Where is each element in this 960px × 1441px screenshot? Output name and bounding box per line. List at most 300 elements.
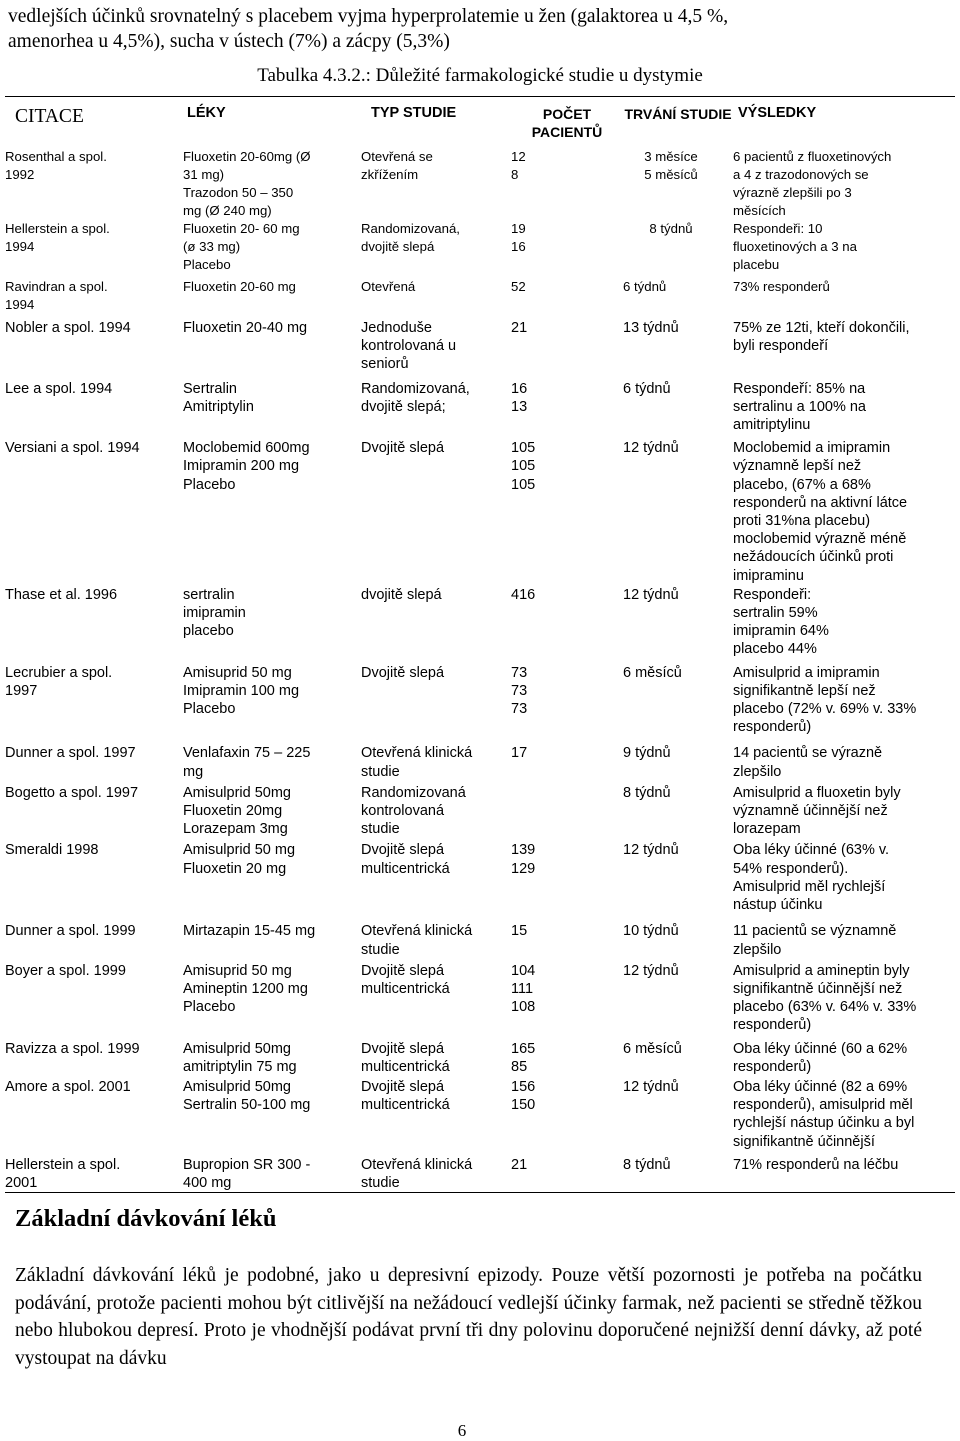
cell-results-line: nástup účinku xyxy=(733,897,823,914)
cell-results-line: zlepšilo xyxy=(733,941,782,958)
cell-results-line: měsících xyxy=(733,203,786,218)
cell-citation xyxy=(5,142,183,220)
cell-patients-line: 12 xyxy=(511,149,526,164)
table-row xyxy=(5,659,955,737)
table-row xyxy=(5,314,955,374)
cell-study-type-line: Otevřená klinická xyxy=(361,745,473,762)
cell-results-line: responderů na aktivní látce xyxy=(733,494,908,511)
cell-study-type-line: studie xyxy=(361,763,400,780)
cell-citation-line: 1994 xyxy=(5,297,35,312)
cell-drugs xyxy=(183,914,361,958)
cell-citation-line: Hellerstein a spol. xyxy=(5,1156,121,1173)
cell-citation-line: 1992 xyxy=(5,167,35,182)
cell-patients-line: 129 xyxy=(511,860,536,877)
cell-study-type xyxy=(361,274,511,314)
cell-results-line: sertralin 59% xyxy=(733,605,818,622)
cell-results xyxy=(733,1151,955,1193)
cell-patients xyxy=(511,585,623,659)
cell-study-type xyxy=(361,1076,511,1151)
cell-drugs xyxy=(183,220,361,274)
cell-study-type xyxy=(361,314,511,374)
cell-duration xyxy=(623,736,733,780)
cell-results-line: responderů), amisulprid měl xyxy=(733,1097,913,1114)
cell-drugs xyxy=(183,374,361,435)
cell-citation xyxy=(5,838,183,914)
table-row xyxy=(5,959,955,1035)
cell-results-line: Oba léky účinné (60 a 62% xyxy=(733,1040,908,1057)
cell-drugs-line: sertralin xyxy=(183,586,235,603)
cell-patients-line: 21 xyxy=(511,320,528,336)
cell-citation-line: 1994 xyxy=(5,239,35,254)
table-row xyxy=(5,585,955,659)
cell-patients-line: 73 xyxy=(511,664,528,681)
cell-results-line: fluoxetinových a 3 na xyxy=(733,239,857,254)
cell-patients xyxy=(511,220,623,274)
cell-citation xyxy=(5,736,183,780)
table-body xyxy=(5,142,955,1193)
cell-results-line: placebo, (67% a 68% xyxy=(733,476,871,493)
page-number: 6 xyxy=(457,1421,467,1440)
cell-drugs-line: Placebo xyxy=(183,257,231,272)
cell-citation xyxy=(5,274,183,314)
cell-drugs xyxy=(183,959,361,1035)
cell-drugs-line: Placebo xyxy=(183,999,236,1016)
table-row xyxy=(5,220,955,274)
cell-results xyxy=(733,736,955,780)
cell-results-line: lorazepam xyxy=(733,821,801,838)
cell-duration xyxy=(623,434,733,585)
cell-duration-line: 6 měsíců xyxy=(623,1040,682,1057)
cell-duration xyxy=(623,659,733,737)
cell-patients-line: 73 xyxy=(511,682,528,699)
cell-patients xyxy=(511,914,623,958)
cell-results-line: placebo (63% v. 64% v. 33% xyxy=(733,999,917,1016)
cell-results xyxy=(733,220,955,274)
cell-results-line: rychlejší nástup účinku a byl xyxy=(733,1115,915,1132)
cell-duration-line: 12 týdnů xyxy=(623,1078,679,1095)
cell-citation xyxy=(5,1151,183,1193)
cell-drugs-line: Amisulprid 50 mg xyxy=(183,842,296,859)
cell-drugs xyxy=(183,585,361,659)
header-study-type: TYP STUDIE xyxy=(371,105,457,121)
cell-results-line: imipramin 64% xyxy=(733,623,829,640)
cell-patients xyxy=(511,434,623,585)
table-row xyxy=(5,838,955,914)
cell-results-line: a 4 z trazodonových se xyxy=(733,167,869,182)
cell-drugs-line: Fluoxetin 20- 60 mg xyxy=(183,221,300,236)
cell-patients-line: 13 xyxy=(511,398,528,415)
cell-drugs-line: Sertralin 50-100 mg xyxy=(183,1097,311,1114)
cell-citation xyxy=(5,1076,183,1151)
cell-duration xyxy=(623,1076,733,1151)
cell-patients-line: 104 xyxy=(511,962,536,979)
intro-line: vedlejších účinků srovnatelný s placebem vyjma hyperprolatemie u žen (galaktorea u 4,5 %, xyxy=(8,6,729,27)
cell-drugs-line: Fluoxetin 20-60 mg xyxy=(183,279,296,294)
cell-study-type-line: Randomizovaná, xyxy=(361,221,460,236)
cell-study-type-line: Dvojitě slepá xyxy=(361,440,445,457)
cell-study-type xyxy=(361,1151,511,1193)
cell-results-line: Amisulprid a fluoxetin byly xyxy=(733,784,901,801)
table-row xyxy=(5,781,955,839)
cell-duration-line: 8 týdnů xyxy=(623,784,671,801)
cell-drugs-line: Amisulprid 50mg xyxy=(183,1040,291,1057)
cell-patients xyxy=(511,274,623,314)
cell-results-line: responderů) xyxy=(733,719,812,736)
cell-patients xyxy=(511,959,623,1035)
cell-study-type-line: seniorů xyxy=(361,356,409,373)
cell-drugs-line: mg (Ø 240 mg) xyxy=(183,203,272,218)
cell-study-type-line: dvojitě slepá; xyxy=(361,398,446,415)
cell-results-line: 54% responderů). xyxy=(733,860,849,877)
cell-results-line: signifikantně účinnější xyxy=(733,1133,875,1150)
cell-results-line: signifikantně účinnější než xyxy=(733,980,903,997)
cell-drugs-line: imipramin xyxy=(183,605,246,622)
studies-table xyxy=(5,96,955,1193)
cell-drugs-line: 400 mg xyxy=(183,1174,232,1191)
cell-citation-line: Smeraldi 1998 xyxy=(5,842,99,859)
table-row xyxy=(5,142,955,220)
cell-study-type-line: kontrolovaná u xyxy=(361,338,457,355)
cell-drugs-line: 31 mg) xyxy=(183,167,225,182)
cell-drugs-line: Moclobemid 600mg xyxy=(183,440,310,457)
table-caption: Tabulka 4.3.2.: Důležité farmakologické studie u dystymie xyxy=(257,65,703,86)
cell-patients-line: 85 xyxy=(511,1058,528,1075)
cell-study-type-line: dvojitě slepá xyxy=(361,239,435,254)
header-drugs: LÉKY xyxy=(187,105,226,121)
cell-drugs-line: Sertralin xyxy=(183,380,237,397)
cell-drugs-line: mg xyxy=(183,763,204,780)
cell-results-line: 73% responderů xyxy=(733,279,830,294)
cell-drugs-line: Imipramin 200 mg xyxy=(183,458,300,475)
cell-results-line: nežádoucích účinků proti xyxy=(733,549,894,566)
cell-drugs xyxy=(183,314,361,374)
cell-citation-line: Ravizza a spol. 1999 xyxy=(5,1040,140,1057)
cell-citation xyxy=(5,959,183,1035)
cell-drugs-line: Imipramin 100 mg xyxy=(183,682,300,699)
cell-patients xyxy=(511,659,623,737)
cell-citation xyxy=(5,659,183,737)
cell-drugs-line: Amisuprid 50 mg xyxy=(183,664,292,681)
cell-study-type-line: multicentrická xyxy=(361,860,450,877)
cell-citation-line: Dunner a spol. 1997 xyxy=(5,745,136,762)
header-duration-line: STUDIE xyxy=(680,106,732,122)
cell-results-line: významně lepší než xyxy=(733,458,862,475)
cell-duration xyxy=(623,274,733,314)
cell-results-line: signifikantně lepší než xyxy=(733,682,876,699)
cell-duration-line: 5 měsíců xyxy=(644,167,698,182)
cell-results-line: Oba léky účinné (82 a 69% xyxy=(733,1078,908,1095)
cell-results xyxy=(733,781,955,839)
cell-drugs-line: Amitriptylin xyxy=(183,398,254,415)
cell-drugs xyxy=(183,274,361,314)
cell-patients-line: 16 xyxy=(511,239,526,254)
cell-patients-line: 19 xyxy=(511,221,526,236)
cell-study-type xyxy=(361,659,511,737)
cell-patients-line: 108 xyxy=(511,999,536,1016)
cell-patients xyxy=(511,1035,623,1076)
cell-drugs xyxy=(183,1076,361,1151)
table-row xyxy=(5,1151,955,1193)
table-row xyxy=(5,374,955,435)
cell-duration xyxy=(623,959,733,1035)
cell-results xyxy=(733,1076,955,1151)
table-row xyxy=(5,274,955,314)
header-duration-line: TRVÁNÍ xyxy=(624,106,677,122)
cell-study-type-line: Jednoduše xyxy=(361,320,432,336)
cell-study-type-line: studie xyxy=(361,821,400,838)
cell-study-type-line: zkřížením xyxy=(361,167,419,182)
header-duration xyxy=(623,97,733,143)
cell-patients xyxy=(511,374,623,435)
cell-results-line: 71% responderů na léčbu xyxy=(733,1156,899,1173)
cell-duration-line: 12 týdnů xyxy=(623,842,679,859)
cell-drugs xyxy=(183,659,361,737)
cell-duration xyxy=(623,1035,733,1076)
cell-drugs-line: Fluoxetin 20-60mg (Ø xyxy=(183,149,311,164)
cell-study-type-line: Dvojitě slepá xyxy=(361,1040,445,1057)
cell-results xyxy=(733,585,955,659)
cell-results xyxy=(733,142,955,220)
cell-study-type-line: Dvojitě slepá xyxy=(361,962,445,979)
cell-duration xyxy=(623,142,733,220)
cell-results-line: 11 pacientů se významně xyxy=(733,923,897,940)
cell-results-line: Oba léky účinné (63% v. xyxy=(733,842,890,859)
cell-study-type xyxy=(361,142,511,220)
cell-study-type-line: Otevřená se xyxy=(361,149,433,164)
table-row xyxy=(5,1035,955,1076)
cell-patients-line: 165 xyxy=(511,1040,536,1057)
cell-study-type-line: kontrolovaná xyxy=(361,803,445,820)
cell-patients xyxy=(511,142,623,220)
cell-citation-line: Versiani a spol. 1994 xyxy=(5,440,140,457)
cell-drugs-line: Lorazepam 3mg xyxy=(183,821,288,838)
body-paragraph: Základní dávkování léků je podobné, jako u depresivní epizody. Pouze větší pozornosti je potřeba na počátku podávání, protože pacienti mohou být citlivější na nežádoucí vedlejší účinky farmak, než pacienti se středně těžkou nebo hlubokou depresí. Proto je vhodnější podávat první tři dny polovinu doporučené nejnižší denní dávky, až poté vystoupat na dávku xyxy=(15,1265,922,1369)
cell-results-line: Respondeři: 10 xyxy=(733,221,823,236)
cell-study-type-line: Randomizovaná xyxy=(361,784,466,801)
cell-duration-line: 3 měsíce xyxy=(644,149,698,164)
cell-study-type-line: Dvojitě slepá xyxy=(361,664,445,681)
cell-patients-line: 21 xyxy=(511,1156,528,1173)
cell-patients-line: 17 xyxy=(511,745,528,762)
cell-drugs-line: Amisulprid 50mg xyxy=(183,784,291,801)
cell-results xyxy=(733,434,955,585)
cell-duration-line: 6 měsíců xyxy=(623,664,682,681)
cell-study-type xyxy=(361,374,511,435)
cell-patients-line: 105 xyxy=(511,440,536,457)
header-patients-line: POČET xyxy=(542,106,592,122)
cell-results-line: byli respondeří xyxy=(733,338,829,355)
cell-results-line: proti 31%na placebu) xyxy=(733,513,871,530)
cell-duration xyxy=(623,374,733,435)
cell-duration-line: 12 týdnů xyxy=(623,440,679,457)
cell-results-line: Amisulprid a imipramin xyxy=(733,664,880,681)
cell-results-line: placebo 44% xyxy=(733,641,817,658)
cell-results-line: imipraminu xyxy=(733,567,804,584)
cell-study-type-line: studie xyxy=(361,941,400,958)
cell-drugs-line: Trazodon 50 – 350 xyxy=(183,185,294,200)
header-citation: CITACE xyxy=(15,106,84,127)
cell-duration-line: 6 týdnů xyxy=(623,380,671,397)
cell-study-type-line: Otevřená klinická xyxy=(361,923,473,940)
cell-citation-line: Amore a spol. 2001 xyxy=(5,1078,131,1095)
cell-citation-line: Lee a spol. 1994 xyxy=(5,380,113,397)
cell-drugs-line: Bupropion SR 300 - xyxy=(183,1156,311,1173)
cell-citation-line: Dunner a spol. 1999 xyxy=(5,923,136,940)
cell-patients-line: 16 xyxy=(511,380,528,397)
cell-duration xyxy=(623,914,733,958)
cell-study-type-line: multicentrická xyxy=(361,1097,450,1114)
cell-study-type-line: Dvojitě slepá xyxy=(361,1078,445,1095)
cell-drugs-line: Placebo xyxy=(183,701,236,718)
cell-results-line: Respondeři: xyxy=(733,586,812,603)
cell-patients xyxy=(511,1151,623,1193)
cell-results-line: placebo (72% v. 69% v. 33% xyxy=(733,701,917,718)
cell-drugs xyxy=(183,736,361,780)
cell-citation xyxy=(5,781,183,839)
cell-study-type-line: studie xyxy=(361,1174,400,1191)
table-row xyxy=(5,736,955,780)
cell-citation-line: Hellerstein a spol. xyxy=(5,221,110,236)
intro-line: amenorhea u 4,5%), sucha v ústech (7%) a zácpy (5,3%) xyxy=(8,31,450,52)
cell-duration xyxy=(623,838,733,914)
cell-patients-line: 139 xyxy=(511,842,536,859)
cell-drugs-line: Fluoxetin 20mg xyxy=(183,803,283,820)
cell-patients xyxy=(511,781,623,839)
cell-study-type xyxy=(361,1035,511,1076)
cell-results-line: 14 pacientů se výrazně xyxy=(733,745,883,762)
cell-patients-line: 105 xyxy=(511,476,536,493)
cell-duration-line: 8 týdnů xyxy=(649,221,693,236)
cell-drugs-line: amitriptylin 75 mg xyxy=(183,1058,297,1075)
cell-citation xyxy=(5,220,183,274)
cell-drugs-line: Venlafaxin 75 – 225 xyxy=(183,745,311,762)
header-results: VÝSLEDKY xyxy=(738,105,817,121)
cell-patients-line: 416 xyxy=(511,586,536,603)
cell-study-type-line: multicentrická xyxy=(361,1058,450,1075)
cell-results xyxy=(733,914,955,958)
cell-study-type xyxy=(361,959,511,1035)
cell-results-line: výrazně zlepšili po 3 xyxy=(733,185,852,200)
cell-results xyxy=(733,314,955,374)
cell-citation-line: 2001 xyxy=(5,1174,38,1191)
cell-results-line: Amisulprid měl rychlejší xyxy=(733,878,886,895)
cell-duration-line: 9 týdnů xyxy=(623,745,671,762)
cell-results-line: 75% ze 12ti, kteří dokončili, xyxy=(733,320,910,336)
cell-patients-line: 15 xyxy=(511,923,528,940)
cell-drugs-line: (ø 33 mg) xyxy=(183,239,241,254)
cell-study-type-line: Otevřená klinická xyxy=(361,1156,473,1173)
cell-citation-line: Bogetto a spol. 1997 xyxy=(5,784,139,801)
cell-citation xyxy=(5,434,183,585)
cell-study-type xyxy=(361,220,511,274)
cell-results xyxy=(733,374,955,435)
cell-study-type-line: multicentrická xyxy=(361,980,450,997)
cell-results xyxy=(733,659,955,737)
cell-study-type-line: Otevřená xyxy=(361,279,416,294)
cell-drugs xyxy=(183,142,361,220)
cell-results-line: placebu xyxy=(733,257,780,272)
cell-drugs xyxy=(183,838,361,914)
cell-citation xyxy=(5,914,183,958)
cell-patients-line: 150 xyxy=(511,1097,536,1114)
table-row xyxy=(5,1076,955,1151)
cell-duration-line: 10 týdnů xyxy=(623,923,679,940)
cell-results xyxy=(733,838,955,914)
cell-results-line: zlepšilo xyxy=(733,763,782,780)
cell-drugs xyxy=(183,1151,361,1193)
cell-results-line: moclobemid výrazně méně xyxy=(733,531,907,548)
table-header-row xyxy=(5,97,955,143)
cell-patients xyxy=(511,838,623,914)
cell-drugs xyxy=(183,1035,361,1076)
cell-duration-line: 12 týdnů xyxy=(623,586,679,603)
cell-results-line: Amisulprid a amineptin byly xyxy=(733,962,910,979)
cell-results-line: významně účinnější než xyxy=(733,803,888,820)
cell-drugs-line: Amisuprid 50 mg xyxy=(183,962,292,979)
cell-study-type xyxy=(361,838,511,914)
cell-results-line: Moclobemid a imipramin xyxy=(733,440,891,457)
cell-patients-line: 52 xyxy=(511,279,526,294)
cell-drugs-line: Fluoxetin 20 mg xyxy=(183,860,287,877)
table-row xyxy=(5,434,955,585)
cell-duration xyxy=(623,781,733,839)
cell-citation-line: Boyer a spol. 1999 xyxy=(5,962,126,979)
cell-duration xyxy=(623,1151,733,1193)
cell-results xyxy=(733,1035,955,1076)
cell-drugs-line: Fluoxetin 20-40 mg xyxy=(183,320,308,336)
intro-text xyxy=(8,4,952,54)
cell-patients-line: 156 xyxy=(511,1078,536,1095)
cell-patients xyxy=(511,1076,623,1151)
cell-results-line: Respondeří: 85% na xyxy=(733,380,866,397)
cell-drugs xyxy=(183,434,361,585)
cell-duration xyxy=(623,314,733,374)
cell-study-type xyxy=(361,914,511,958)
cell-results-line: 6 pacientů z fluoxetinových xyxy=(733,149,892,164)
cell-study-type xyxy=(361,781,511,839)
cell-study-type-line: Randomizovaná, xyxy=(361,380,470,397)
cell-drugs-line: Mirtazapin 15-45 mg xyxy=(183,923,316,940)
cell-study-type-line: Dvojitě slepá xyxy=(361,842,445,859)
cell-results-line: responderů) xyxy=(733,1058,812,1075)
cell-results-line: responderů) xyxy=(733,1017,812,1034)
section-heading: Základní dávkování léků xyxy=(15,1205,277,1232)
cell-citation xyxy=(5,585,183,659)
cell-study-type xyxy=(361,585,511,659)
cell-drugs-line: Amisulprid 50mg xyxy=(183,1078,291,1095)
cell-results xyxy=(733,274,955,314)
cell-citation-line: Lecrubier a spol. xyxy=(5,664,113,681)
cell-study-type xyxy=(361,736,511,780)
cell-citation xyxy=(5,1035,183,1076)
cell-patients-line: 111 xyxy=(511,980,534,997)
cell-drugs-line: placebo xyxy=(183,623,234,640)
cell-results xyxy=(733,959,955,1035)
cell-citation-line: Rosenthal a spol. xyxy=(5,149,107,164)
cell-duration xyxy=(623,585,733,659)
cell-duration-line: 12 týdnů xyxy=(623,962,679,979)
cell-patients-line: 8 xyxy=(511,167,519,182)
cell-citation-line: Nobler a spol. 1994 xyxy=(5,320,131,336)
cell-drugs-line: Amineptin 1200 mg xyxy=(183,980,308,997)
cell-duration-line: 8 týdnů xyxy=(623,1156,671,1173)
header-patients xyxy=(511,97,623,143)
cell-study-type-line: dvojitě slepá xyxy=(361,586,442,603)
table-row xyxy=(5,914,955,958)
cell-citation xyxy=(5,314,183,374)
cell-study-type xyxy=(361,434,511,585)
cell-results-line: amitriptylinu xyxy=(733,417,811,434)
